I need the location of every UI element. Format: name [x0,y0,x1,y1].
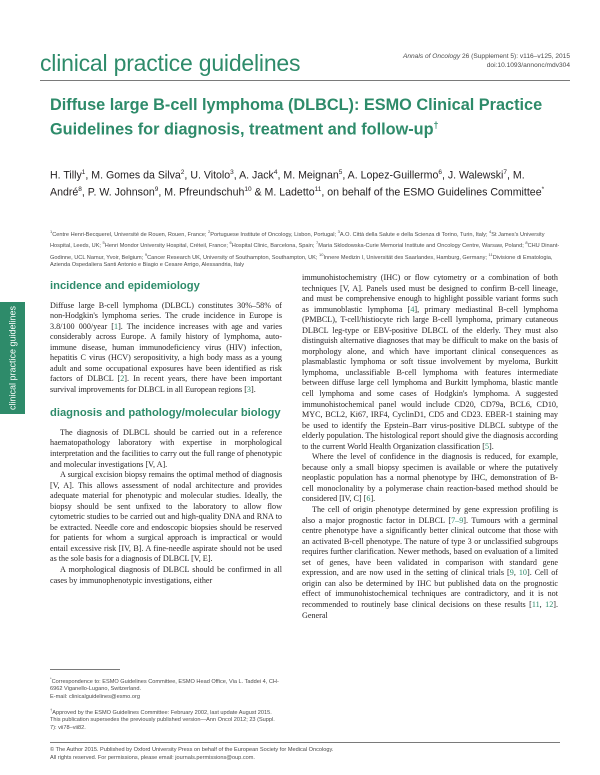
affiliation: St James's University Hospital, Leeds, UK; [50,231,545,250]
paragraph: Where the level of confidence in the diagnosis is reduced, for example, because only a small biopsy specimen is available or where the putatively neoplastic population has a normal phenotype by IHC, demonstration of B-cell monoclonality by a polymerase chain reaction-based method should be considered [IV, C] [6]. [302,452,558,504]
citation-link[interactable]: 11 [531,599,540,609]
paragraph: A surgical excision biopsy remains the optimal method of diagnosis [V, A]. This allows assessment of nodal architecture and provides adequate material for phenotypic and molecular studies. Ideally, the biopsy should be sent unfixed to the laboratory to allow flow cytometric studies to be carried out and high-quality DNA and RNA to be extracted. Needle core and endoscopic biopsies should be reserved for patients for whom a surgical approach is impractical or would entail excessive risk [IV, B]. A fine-needle aspirate should not be used as the sole basis for a diagnosis of DLBCL [V, E]. [50,470,282,564]
section-header-title: clinical practice guidelines [40,50,301,76]
author-list: H. Tilly$^1$, M. Gomes da Silva$^2$, U. Vitolo$^3$, A. Jack$^4$, M. Meignan$^5$, A. Lopez-Guillermo$^6$, J. Walewski$^7$, M. André$^8$, P. W. Johnson$^9$, M. Pfreundschuh$^{10}$ & M. Ladetto$^{11}$, on behalf of the ESMO Guidelines Committee* [50,169,545,199]
author: M. Pfreundschuh [164,186,245,199]
citation-link[interactable]: 4 [410,304,415,314]
author: M. André [50,169,525,199]
correspondence-note: *Correspondence to: ESMO Guidelines Committee, ESMO Head Office, Via L. Taddei 4, CH-6962 Viganello-Lugano, Switzerland. E-mail: clinicalguidelines@esmo.org [50,676,279,700]
affiliations: $^1$Centre Henri-Becquerel, Université de Rouen, Rouen, France; $^2$Portuguese Institute of Oncology, Lisbon, Portugal; $^3$A.O. Città della Salute e della Scienza di Torino, Turin, Italy; $^4$St James's University Hospital, Leeds, UK; $^5$Henri Mondor University Hospital, Créteil, France; $^6$Hospital Clinic, Barcelona, Spain; $^7$Maria Sklodowska-Curie Memorial Institute and Oncology Centre, Warsaw, Poland; $^8$CHU Dinant-Godinne, UCL Namur, Yvoir, Belgium; $^9$Cancer Research UK, University of Southampton, Southampton, UK; $^{10}$Innere Medizin I, Universität des Saarlandes, Hamburg, Germany; $^{11}$Divisione di Ematologia, Azienda Ospedaliera Santi Antonio e Biagio e Cesare Arrigo, Alessandria, Italy [50,229,560,268]
side-tab-label: clinical practice guidelines [6,305,17,411]
footnotes [50,669,282,737]
affiliation: Maria Sklodowska-Curie Memorial Institute and Oncology Centre, Warsaw, Poland; [318,243,526,250]
journal-ref: 26 (Supplement 5): v116–v125, 2015 [460,53,570,60]
author: A. Lopez-Guillermo [347,169,439,182]
title-footnote-mark: † [433,120,439,130]
journal-info [403,52,570,70]
journal-name: Annals of Oncology [402,53,461,60]
citation-link[interactable]: 1 [114,321,119,331]
citation-link[interactable]: 7–9 [451,515,464,525]
affiliation: Divisione di Ematologia, Azienda Ospedaliera Santi Antonio e Biagio e Cesare Arrigo, Alessandria, Italy [50,254,553,268]
citation-link[interactable]: 6 [366,494,371,504]
copyright-notice: © The Author 2015. Published by Oxford University Press on behalf of the European Society for Medical Oncology. All rights reserved. For permissions, please email: journals.permissions@oup.com. [50,742,560,762]
affiliation: Portuguese Institute of Oncology, Lisbon, Portugal; [210,231,338,238]
author: M. Gomes da Silva [91,169,181,182]
approval-note: †Approved by the ESMO Guidelines Committee: February 2002, last update August 2015. This publication supersedes the previously published version—Ann Oncol 2012; 23 (Suppl. 7): vii78–vii82. [50,707,275,731]
citation-link[interactable]: 2 [120,374,125,384]
author: J. Walewski [447,169,504,182]
paragraph: A morphological diagnosis of DLBCL should be confirmed in all cases by immunophenotypic investigations, either [50,565,282,585]
right-column [302,273,558,621]
author: H. Tilly [50,169,82,182]
paragraph: The cell of origin phenotype determined by gene expression profiling is also a major prognostic factor in DLBCL [7–9]. Tumours with a germinal centre phenotype have a significantly better clinical outcome that those with an activated B-cell phenotype. The nature of type 3 or unclassified subgroups requires further clarification. Newer methods, based on evaluation of a limited set of genes, have been validated in comparison with standard gene expression, and are now used in the setting of clinical trials [9, 10]. Cell of origin can also be determined by IHC but published data on the prognostic effect of immunohistochemical techniques are contradictory, and it is not recommended to routinely base clinical decisions on these results [11, 12]. General [302,505,559,620]
affiliation: Centre Henri-Becquerel, Université de Rouen, Rouen, France; [52,231,209,238]
side-tab [0,302,25,414]
citation-link[interactable]: 10 [518,568,527,578]
authors-tail: , on behalf of the ESMO Guidelines Committee [321,186,542,199]
section-heading-incidence: incidence and epidemiology [50,280,200,292]
affiliation: Hospital Clinic, Barcelona, Spain; [231,243,316,250]
citation-link[interactable]: 9 [509,568,514,578]
author: M. Meignan [283,169,339,182]
author: A. Jack [239,169,274,182]
affiliation: Innere Medizin I, Universität des Saarlandes, Hamburg, Germany; [323,254,489,261]
paragraph: Diffuse large B-cell lymphoma (DLBCL) constitutes 30%–58% of non-Hodgkin's lymphoma series. The crude incidence in Europe is 3.8/100 000/year [1]. The incidence increases with age and varies considerably across Europe. A family history of lymphoma, auto-immune disease, human immunodeficiency virus (HIV) infection, hepatitis C virus (HCV) seropositivity, a high body mass as a young adult and some occupational exposures have been identified as risk factors of DLBCL [2]. In recent years, there have been important survival improvements for DLBCL in all European regions [3]. [50,300,283,394]
citation-link[interactable]: 3 [246,384,251,394]
author: U. Vitolo [190,169,231,182]
affiliation: Henri Mondor University Hospital, Créteil, France; [104,243,230,250]
section-heading-diagnosis: diagnosis and pathology/molecular biology [50,407,281,420]
article-title: Diffuse large B-cell lymphoma (DLBCL): ESMO Clinical Practice Guidelines for diagnosis, treatment and follow-up† [50,96,543,139]
author: M. Ladetto [264,186,315,199]
citation-link[interactable]: 5 [484,441,489,451]
paragraph: immunohistochemistry (IHC) or flow cytometry or a combination of both techniques [V, A]. Panels used must be designed to confirm B-cell lineage, and must be comprehensive enough to highlight possible variant forms such as immunoblastic lymphoma [4], primary mediastinal B-cell lymphoma (PMBCL), T-cell/histiocyte rich large B-cell lymphoma, primary cutaneous DLBCL leg-type or EBV-positive DLBCL of the elderly. They must also distinguish alternative diagnoses that may be difficult to make on the basis of morphology alone, and which have important clinical consequences as plasmablastic lymphoma or soft tissue involvement by myeloma, Burkitt lymphoma, unclassifiable B-cell lymphoma with features intermediate between diffuse large cell lymphoma and Burkitt lymphoma, blastic mantle cell lymphoma and some cases of Hodgkin's lymphoma. A suggested immunohistochemical panel would include CD20, CD79a, BCL6, CD10, MYC, BCL2, Ki67, IRF4, CyclinD1, CD5 and CD23. EBER-1 staining may be used to identify the Epstein–Barr virus-positive DLBCL subtype of the elderly population. The histological report should give the diagnosis according to the current World Health Organization classification [5]. [302,273,558,451]
footnote-divider [50,669,120,670]
paragraph: The diagnosis of DLBCL should be carried out in a reference haematopathology laboratory with expertise in morphological interpretation and the facilities to carry out the full range of phenotypic and molecular investigations [V, A]. [50,427,282,469]
affiliation: Cancer Research UK, University of Southampton, Southampton, UK; [147,254,319,261]
affiliation: A.O. Città della Salute e della Scienza di Torino, Turin, Italy; [339,231,490,238]
email-link[interactable]: E-mail: clinicalguidelines@esmo.org [50,693,140,700]
left-column [50,280,282,586]
affiliation: CHU Dinant-Godinne, UCL Namur, Yvoir, Belgium; [50,243,560,261]
doi-link[interactable]: doi:10.1093/annonc/mdv304 [486,62,570,69]
header-divider [40,80,570,81]
author: P. W. Johnson [87,186,155,199]
citation-link[interactable]: 12 [545,599,554,609]
